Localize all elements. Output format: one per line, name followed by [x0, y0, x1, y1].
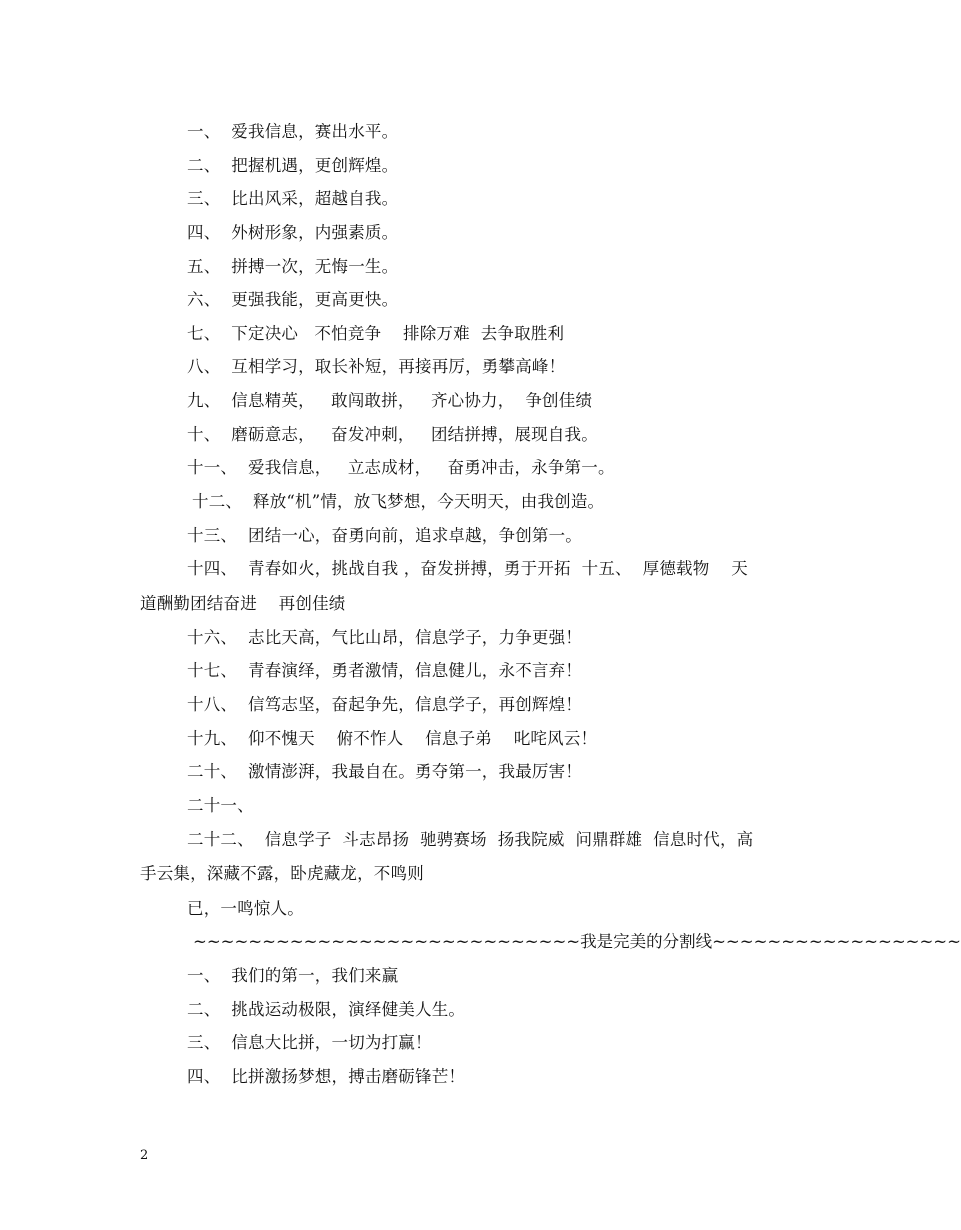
slogan-line: 三、 信息大比拼，一切为打赢！ — [187, 1033, 432, 1052]
slogan-line: 二十、 激情澎湃，我最自在。勇夺第一，我最厉害！ — [187, 762, 582, 781]
page-number: 2 — [140, 1148, 149, 1163]
slogan-line: 二十二、 信息学子 斗志昂扬 驰骋赛场 扬我院威 问鼎群雄 信息时代，高 — [187, 830, 754, 849]
slogan-line: 八、 互相学习，取长补短，再接再厉，勇攀高峰！ — [187, 357, 566, 376]
slogan-line: 一、 爱我信息，赛出水平。 — [187, 122, 399, 141]
slogan-line: 七、 下定决心 不怕竞争 排除万难 去争取胜利 — [187, 324, 565, 343]
slogan-line: 六、 更强我能，更高更快。 — [187, 290, 399, 309]
slogan-line: 四、 比拼激扬梦想，搏击磨砺锋芒！ — [187, 1067, 466, 1086]
slogan-line: 十二、 释放“机”情，放飞梦想，今天明天，由我创造。 — [192, 492, 605, 511]
slogan-line: 一、 我们的第一，我们来赢 — [187, 966, 399, 985]
slogan-line: 十三、 团结一心，奋勇向前，追求卓越，争创第一。 — [187, 526, 582, 545]
slogan-line: 十六、 志比天高，气比山昂，信息学子，力争更强！ — [187, 628, 582, 647]
slogan-line: 五、 拼搏一次，无悔一生。 — [187, 257, 399, 276]
slogan-line: 三、 比出风采，超越自我。 — [187, 189, 399, 208]
slogan-line-continuation: 手云集，深藏不露，卧虎藏龙，不鸣则 — [140, 864, 424, 883]
slogan-line: 十九、 仰不愧天 俯不怍人 信息子弟 叱咤风云！ — [187, 729, 598, 748]
slogan-line-continuation: 已，一鸣惊人。 — [187, 899, 304, 918]
divider-line: ~~~~~~~~~~~~~~~~~~~~~~~~~~~~我是完美的分割线~~~~~~~~~~~~~~~~~~ — [193, 932, 961, 951]
slogan-line: 九、 信息精英， 敢闯敢拼， 齐心协力， 争创佳绩 — [187, 391, 593, 410]
slogan-line: 十四、 青春如火，挑战自我 ，奋发拼搏，勇于开拓 十五、 厚德载物 天 — [187, 559, 748, 578]
slogan-line: 二、 挑战运动极限，演绎健美人生。 — [187, 1000, 466, 1019]
slogan-line: 二十一、 — [187, 796, 254, 815]
slogan-line: 十八、 信笃志坚，奋起争先，信息学子，再创辉煌！ — [187, 695, 582, 714]
slogan-line: 十七、 青春演绎，勇者激情，信息健儿，永不言弃！ — [187, 661, 582, 680]
slogan-line: 四、 外树形象，内强素质。 — [187, 223, 399, 242]
slogan-line: 十一、 爱我信息， 立志成材， 奋勇冲击，永争第一。 — [187, 458, 615, 477]
slogan-line: 十、 磨砺意志， 奋发冲刺， 团结拼搏，展现自我。 — [187, 425, 598, 444]
slogan-line-continuation: 道酬勤团结奋进 再创佳绩 — [140, 594, 346, 613]
slogan-line: 二、 把握机遇，更创辉煌。 — [187, 156, 399, 175]
